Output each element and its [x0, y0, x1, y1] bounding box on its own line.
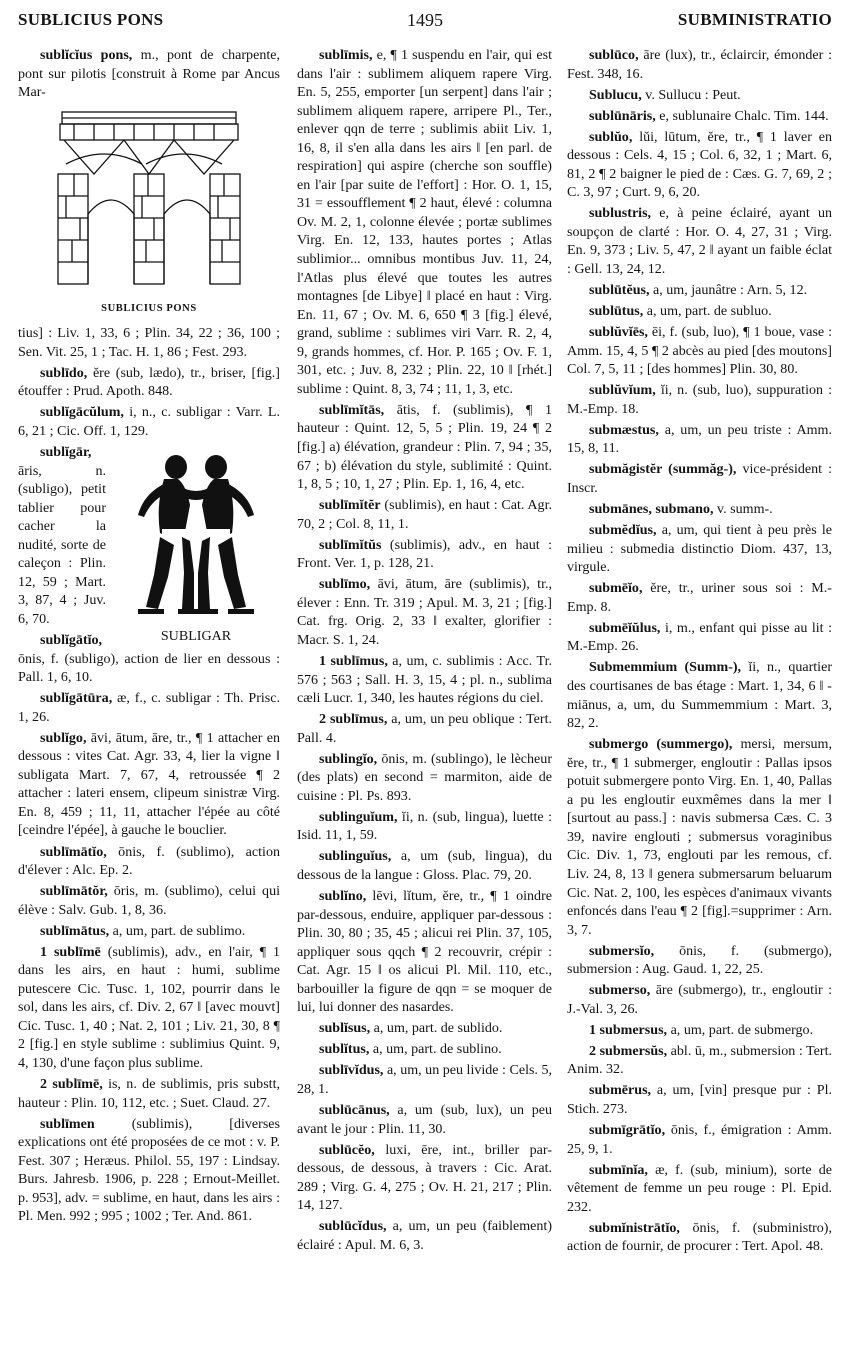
wrestlers-illustration	[112, 445, 280, 645]
definition: a, um, part. de sublino.	[369, 1041, 502, 1058]
dictionary-entry	[567, 281, 832, 300]
headword: sublĭgātĭo,	[40, 631, 103, 648]
headword: submēĭŭlus,	[589, 619, 661, 636]
headword: sublingĭo,	[319, 750, 378, 767]
column-3	[567, 46, 832, 1346]
dictionary-entry	[18, 364, 280, 401]
dictionary-entry	[567, 323, 832, 379]
headword: sublĭgācŭlum,	[40, 404, 124, 421]
headword: 1 submersus,	[589, 1021, 668, 1038]
headword: submergo (summergo),	[589, 736, 733, 753]
headword: sublĭgātūra,	[40, 690, 113, 707]
dictionary-entry	[18, 324, 280, 361]
dictionary-entry	[297, 496, 552, 533]
definition: a, um, qui tient à peu près le milieu : submedia distinctio Diom. 437, 13, virgule.	[567, 522, 832, 576]
headword: submīnĭa,	[589, 1161, 648, 1178]
column-2	[297, 46, 552, 1346]
dictionary-entry	[567, 421, 832, 458]
figure-caption: SUBLICIUS PONS	[101, 302, 197, 314]
definition: a, um (sub, lux), un peu avant le jour : Plin. 11, 30.	[297, 1102, 552, 1137]
definition: tius] : Liv. 1, 33, 6 ; Plin. 34, 22 ; 36, 100 ; Sen. Vit. 25, 1 ; Tac. H. 1, 86 ; Fest. 293.	[18, 325, 280, 360]
dictionary-entry	[567, 1219, 832, 1256]
headword: 2 submersŭs,	[589, 1042, 668, 1059]
headword: sublĭcĭus pons,	[40, 47, 133, 63]
definition: a, um, [vin] presque pur : Pl. Stich. 273.	[567, 1082, 832, 1118]
dictionary-entry	[567, 46, 832, 83]
definition: lŭi, lūtum, ĕre, tr., ¶ 1 laver en dessous : Cels. 4, 15 ; Col. 6, 32, 1 ; Mart. 6, 81, 2 ¶ 2 baigner le pied de : Cæs. G. 7, 69, 2 ; C. 3, 97 ; Curt. 9, 6, 20.	[567, 128, 832, 201]
definition: mersi, mersum, ĕre, tr., ¶ 1 submerger, engloutir : Pallas ipsos potuit submergere ponto Virg. En. 1, 40, Pallas a pu les engloutir euxmêmes dans la mer ‖ [surtout au pass.] : navis submersa Cæs. C. 3 39, navire englouti ; submersus voraginibus Cic. Div. 1, 73, englouti par les remous, cf. Liv. 24, 8, 13 ‖ genera submersarum beluarum Cic. Nat. 2, 100, les espèces d'animaux vivants enfoncés dans l'eau ¶ 2 [fig].=supprimer : Arn. 3, 7.	[567, 736, 832, 938]
headword: submīgrātĭo,	[589, 1122, 666, 1139]
headword: 1 sublīmē	[40, 943, 101, 960]
definition: āre (lux), tr., éclaircir, émonder : Fest. 348, 16.	[567, 47, 832, 82]
headword: submersĭo,	[589, 942, 655, 959]
dictionary-entry	[567, 521, 832, 577]
dictionary-entry	[297, 750, 552, 806]
definition: (sublimis), [diverses explications ont été proposées de ce mot : v. P. Fest. 307 ; Heræus. Philol. 55, 197 : Lindsay. Burs. Jahresb. 1906, p. 228 ; Ernout-Meillet. p. 953], adv. = sublime, en haut, dans les airs : Pl. Men. 992 ; 995 ; 1002 ; Ter. And. 861.	[18, 1115, 280, 1225]
definition: e, sublunaire Chalc. Tim. 144.	[655, 107, 829, 124]
headword: submæstus,	[589, 421, 659, 438]
page-number: 1495	[407, 10, 443, 30]
dictionary-entry	[567, 1021, 832, 1040]
definition: v. summ-.	[713, 501, 773, 518]
headword: submĕdĭus,	[589, 522, 657, 539]
dictionary-entry	[567, 658, 832, 732]
headword: sublīmātŏr,	[40, 883, 108, 900]
dictionary-entry	[297, 710, 552, 747]
definition: āris, n. (subligo), petit tablier pour cacher la nudité, sorte de caleçon : Plin. 12, 59 ; Mart. 3, 87, 4 ; Juv. 6, 70.	[18, 462, 106, 627]
headword: sublīmātĭo,	[40, 843, 107, 860]
definition: æ, f., c. subligar : Th. Prisc. 1, 26.	[18, 690, 280, 725]
dictionary-entry	[567, 381, 832, 418]
dictionary-entry	[567, 1121, 832, 1158]
dictionary-entry	[18, 1075, 280, 1112]
definition: ōnis, f. (sublimo), action d'élever : Alc. Ep. 2.	[18, 843, 280, 879]
headword: sublīmĭtĕr	[319, 497, 381, 514]
dictionary-entry	[18, 1115, 280, 1226]
dictionary-entry	[567, 204, 832, 278]
definition: ēi, f. (sub, luo), ¶ 1 boue, vase : Amm. 15, 4, 5 ¶ 2 abcès au pied [des moutons] Col. 7, 5, 11 ; [des hommes] Plin. 30, 80.	[567, 324, 832, 378]
dictionary-entry	[297, 46, 552, 398]
headword: sublĭgo,	[40, 729, 87, 746]
definition: āvi, ātum, āre (sublimis), tr., élever : Enn. Tr. 319 ; Apul. M. 3, 21 ; [fig.] Cat. frg. Orig. 2, 33 ‖ exalter, glorifier : Macr. S. 1, 24.	[297, 576, 552, 648]
dictionary-entry	[567, 500, 832, 519]
dictionary-entry	[567, 1161, 832, 1217]
dictionary-entry	[297, 1217, 552, 1254]
definition: ōnis, m. (sublingo), le lècheur (des plats) en second = marmiton, aide de cuisine : Pl. Ps. 893.	[297, 750, 552, 804]
definition: ĕre (sub, lædo), tr., briser, [fig.] étouffer : Prud. Apoth. 848.	[18, 364, 280, 400]
definition: a, um, un peu triste : Amm. 15, 8, 11.	[567, 421, 832, 457]
dictionary-entry	[567, 1042, 832, 1079]
dictionary-entry	[297, 808, 552, 845]
dictionary-entry	[567, 579, 832, 616]
definition: a, um, part. de sublimo.	[109, 922, 246, 939]
dictionary-entry	[297, 1101, 552, 1138]
headword: submērus,	[589, 1082, 652, 1099]
definition: a, um, part. de sublido.	[370, 1020, 503, 1037]
dictionary-entry	[297, 1061, 552, 1098]
definition: ōnis, f., émigration : Amm. 25, 9, 1.	[567, 1122, 832, 1157]
headword: sublūco,	[589, 47, 639, 63]
definition: a, um (sub, lingua), du dessous de la langue : Gloss. Plac. 79, 20.	[297, 848, 552, 884]
headword: sublŭo,	[589, 128, 633, 145]
definition: ĕre, tr., uriner sous soi : M.-Emp. 8.	[567, 580, 832, 615]
definition: vice-président : Inscr.	[567, 461, 832, 497]
definition: āvi, ātum, āre, tr., ¶ 1 attacher en dessous : vites Cat. Agr. 33, 4, lier la vigne ‖ subligata Mart. 7, 67, 4, retroussée ¶ 2 attacher : lateri ensem, clipeum sinistræ Virg. En. 8, 459 ; 11, 11, attacher l'épée au côté [ceindre l'épée], à gauche le bouclier.	[18, 729, 280, 839]
headword: submĭnistrātĭo,	[589, 1219, 680, 1236]
definition: e, à peine éclairé, ayant un soupçon de clarté : Hor. O. 4, 27, 31 ; Virg. En. 9, 373 ; Liv. 5, 47, 2 ‖ ayant un faible éclat : Gell. 13, 24, 12.	[567, 205, 832, 278]
headword: sublinguĭus,	[319, 848, 392, 865]
headword: sublustris,	[589, 205, 652, 222]
dictionary-entry	[18, 943, 280, 1073]
definition: (sublimis), adv., en haut : Front. Ver. 1, p. 128, 21.	[297, 536, 552, 572]
definition: ōris, m. (sublimo), celui qui élève : Salv. Gub. 1, 8, 36.	[18, 883, 280, 918]
figure-caption: SUBLIGAR	[160, 627, 232, 644]
definition: ōnis, f. (subligo), action de lier en dessous : Pall. 1, 6, 10.	[18, 650, 280, 686]
dictionary-entry	[567, 302, 832, 321]
definition: ĭi, n. (sub, luo), suppuration : M.-Emp. 18.	[567, 382, 832, 417]
dictionary-entry	[297, 652, 552, 708]
column-1	[18, 46, 280, 1346]
headword: sublīmo,	[319, 576, 371, 593]
bridge-illustration	[18, 104, 280, 318]
dictionary-entry	[18, 46, 280, 102]
dictionary-entry	[567, 942, 832, 979]
bridge-drawing	[54, 104, 244, 294]
headword: sublūtĕus,	[589, 282, 650, 299]
headword: sublĭtus,	[319, 1041, 370, 1058]
headword: sublinguĭum,	[319, 808, 398, 825]
headword: submēĭo,	[589, 580, 643, 597]
dictionary-entry	[567, 107, 832, 126]
page-header	[18, 10, 832, 34]
definition: a, um, part. de subluo.	[643, 303, 772, 320]
running-head-left: SUBLICIUS PONS	[18, 10, 164, 29]
definition: (sublimis), en haut : Cat. Agr. 70, 2 ; Col. 8, 11, 1.	[297, 497, 552, 532]
definition: a, um, c. sublimis : Acc. Tr. 576 ; 563 ; Sall. H. 3, 15, 4 ; pl. n., sublima cæli Lucr. 1, 340, les hautes régions du ciel.	[297, 653, 552, 707]
headword: sublūtus,	[589, 303, 644, 320]
dictionary-entry	[18, 689, 280, 726]
definition: æ, f. (sub, minium), sorte de vêtement de femme un peu rouge : Pl. Epid. 232.	[567, 1161, 832, 1215]
headword: sublūcānus,	[319, 1102, 390, 1119]
definition: is, n. de sublimis, pris substt, hauteur : Plin. 10, 112, etc. ; Suet. Claud. 27.	[18, 1076, 280, 1111]
dictionary-entry	[18, 729, 280, 840]
dictionary-entry	[18, 403, 280, 440]
headword: sublīmen	[40, 1115, 95, 1132]
dictionary-entry	[297, 401, 552, 494]
definition: lēvi, lĭtum, ĕre, tr., ¶ 1 oindre par-dessous, enduire, appliquer par-dessous : Plin. 30, 80 ; 35, 45 ; alicui rei Plin. 37, 105, appliquer sous qqch ¶ 2 recouvrir, crépir : Cat. Agr. 15 ‖ os alicui Pl. Mil. 110, etc., barbouiller la figure de qqn = se moquer de lui, lui donner des nasardes.	[297, 888, 552, 1016]
dictionary-entry	[567, 981, 832, 1018]
headword: 2 sublīmē,	[40, 1076, 103, 1093]
definition: i, n., c. subligar : Varr. L. 6, 21 ; Cic. Off. 1, 129.	[18, 404, 280, 439]
definition: m., pont de charpente, pont sur pilotis [construit à Rome par Ancus Mar-	[18, 47, 280, 101]
dictionary-entry	[297, 847, 552, 884]
definition: ōnis, f. (subministro), action de fournir, de procurer : Tert. Apol. 48.	[567, 1219, 832, 1255]
headword: 2 sublīmus,	[319, 711, 388, 728]
definition: ĭi, n. (sub, lingua), luette : Isid. 11, 1, 59.	[297, 808, 552, 844]
definition: āre (submergo), tr., engloutir : J.-Val. 3, 26.	[567, 982, 832, 1017]
definition: i, m., enfant qui pisse au lit : M.-Emp. 26.	[567, 619, 832, 655]
dictionary-entry	[18, 843, 280, 880]
headword: sublīdo,	[40, 364, 88, 381]
definition: a, um, jaunâtre : Arn. 5, 12.	[649, 282, 808, 299]
dictionary-entry	[567, 86, 832, 105]
headword: sublūcĕo,	[319, 1141, 375, 1158]
headword: sublūnāris,	[589, 107, 656, 124]
headword: sublīmātus,	[40, 922, 110, 939]
dictionary-entry	[567, 735, 832, 939]
dictionary-entry	[297, 887, 552, 1017]
dictionary-entry	[297, 1019, 552, 1038]
definition: v. Sullucu : Peut.	[641, 86, 741, 103]
definition: a, um, part. de submergo.	[667, 1021, 814, 1038]
dictionary-entry	[297, 536, 552, 573]
headword: sublīmis,	[319, 47, 373, 63]
headword: Submemmium (Summ-),	[589, 659, 742, 676]
headword: Sublucu,	[589, 86, 642, 103]
headword: sublŭvĭēs,	[589, 324, 648, 341]
running-head-right: SUBMINISTRATIO	[677, 10, 832, 29]
dictionary-entry	[567, 619, 832, 656]
headword: 1 sublīmus,	[319, 653, 388, 669]
definition: luxi, ēre, int., briller par-dessous, de dessous, à travers : Cic. Arat. 289 ; Virg. G. 4, 275 ; Ov. H. 21, 217 ; Plin. 14, 127.	[297, 1141, 552, 1214]
headword: submăgistĕr (summăg-),	[589, 461, 737, 478]
headword: sublĭno,	[319, 888, 367, 905]
dictionary-entry	[297, 1040, 552, 1059]
definition: ōnis, f. (submergo), submersion : Aug. Gaud. 1, 22, 25.	[567, 942, 832, 978]
headword: sublīmĭtās,	[319, 401, 385, 418]
headword: submānes, submano,	[589, 501, 714, 518]
definition: a, um, un peu (faiblement) éclairé : Apul. M. 6, 3.	[297, 1218, 552, 1253]
headword: sublīmĭtŭs	[319, 536, 382, 553]
headword: sublŭvĭum,	[589, 382, 656, 399]
wrestlers-drawing	[116, 445, 276, 621]
definition: e, ¶ 1 suspendu en l'air, qui est dans l'air : sublimem aliquem rapere Virg. En. 5, 255, emporter [un serpent] dans l'air ; sublimem aliquem rapere, arripere Pl., Ter., enlever qqn de terre ; sublimis abiit Liv. 1, 16, 8, il s'en alla dans les airs ‖ [en parl. de respiration] qui aspire (cherche son souffle) en l'air [par suite de l'effort] : Hor. O. 1, 15, 31 = essoufflement ¶ 2 haut, élevé : columna Ov. M. 2, 1, colonne élevée ; portæ sublimes Virg. En. 12, 133, hautes portes ; Atlas sublimior... omnibus montibus Juv. 11, 24, l'Atlas plus élevé que toutes les autres montagnes [de Libye] ‖ placé en haut : Virg. En. 11, 67 ; Ov. M. 6, 650 ¶ 3 [fig.] élevé, grand, sublime : sublimes viri Varr. R. 2, 4, 9, grands hommes, cf. Hor. P. 165 ; Ov. F. 1, 301, etc. ; Juv. 8, 232 ; Plin. 22, 10 ‖ [rhét.] sublime : Quint. 8, 3, 74 ; 11, 1, 3, etc.	[297, 47, 552, 397]
headword: sublūcĭdus,	[319, 1218, 387, 1235]
headword: submerso,	[589, 982, 651, 999]
definition: ĭi, n., quartier des courtisanes de bas étage : Mart. 1, 34, 6 ‖ -miānus, a, um, du Summemmium : Mart. 3, 82, 2.	[567, 659, 832, 732]
definition: a, um, un peu livide : Cels. 5, 28, 1.	[297, 1062, 552, 1098]
dictionary-entry	[567, 128, 832, 202]
definition: a, um, un peu oblique : Tert. Pall. 4.	[297, 711, 552, 746]
dictionary-entry	[297, 1141, 552, 1215]
dictionary-entry	[567, 1081, 832, 1118]
definition: ātis, f. (sublimis), ¶ 1 hauteur : Quint. 12, 5, 5 ; Plin. 19, 24 ¶ 2 [fig.] a) élévation, grandeur : Plin. 7, 94 ; 35, 67 ; b) élévation du style, sublimité : Quint. 1, 8, 5 ; 10, 1, 27 ; Plin. Ep. 1, 16, 4, etc.	[297, 401, 552, 493]
dictionary-entry	[567, 460, 832, 497]
headword: sublĭsus,	[319, 1020, 371, 1037]
headword: sublĭgār,	[40, 444, 92, 461]
headword: sublīvĭdus,	[319, 1062, 384, 1079]
dictionary-entry	[297, 575, 552, 649]
dictionary-entry	[18, 922, 280, 941]
definition: abl. ū, m., submersion : Tert. Anim. 32.	[567, 1042, 832, 1078]
dictionary-entry	[18, 882, 280, 919]
definition: (sublimis), adv., en l'air, ¶ 1 dans les airs, en haut : humi, sublime putescere Cic. Tusc. 1, 102, pourrir dans le sol, dans les airs, cf. Div. 2, 67 ‖ [avec mouvt] Cic. Tusc. 1, 40 ; Nat. 2, 101 ; Liv. 21, 30, 8 ¶ 2 [fig.] en style sublime : sublimius Quint. 9, 4, 130, d'une façon plus sublime.	[18, 943, 280, 1072]
